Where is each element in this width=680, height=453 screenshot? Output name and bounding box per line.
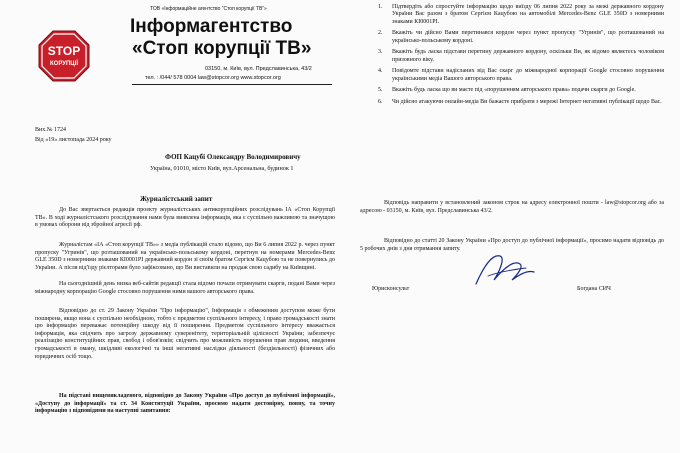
question-item (378, 4, 664, 26)
header-divider (132, 84, 332, 85)
agency-title-line2: «Стоп корупції ТВ» (132, 38, 312, 59)
agency-title-line1: Інформагентство (130, 16, 293, 37)
question-text: Вкажіть чи дійсно Вами перетинався кордон через пункт пропуску "Угринів", що розташований на українсько-польському кордоні. (392, 30, 664, 44)
signer-role: Юрисконсульт (372, 286, 410, 292)
question-number: 4. (378, 68, 383, 75)
question-text: Повідомте підстави надісланих від Вас скарг до міжнародної корпорації Google стосовно порушення українськими медіа Вашого авторського права. (392, 68, 664, 82)
question-item (378, 68, 664, 83)
question-number: 5. (378, 87, 383, 94)
outgoing-date: Від «19» листопада 2024 року (35, 137, 112, 143)
question-item (378, 87, 664, 94)
outgoing-number: Вих.№ 1724 (35, 127, 66, 133)
question-item (378, 99, 664, 106)
request-paragraph-text: На підставі вищевикладеного, відповідно до Закону України «Про доступ до публічної інформації», «Доступу до інформації» та ст. 34 Конституції України, просимо надати достовірну, повну, та точну інформацію з відповідями на наступні запитання: (35, 393, 335, 415)
question-number: 3. (378, 49, 383, 56)
body-paragraph (35, 308, 335, 361)
handwritten-signature (470, 246, 540, 292)
body-paragraph-text: Журналістам «ІА «Стоп корупції ТВ»» з медіа публікацій стало відомо, що Ви 6 липня 2022 р. через пункт пропуску "Угринів", що розташований на українсько-польському кордоні, перетнув на номерами Mercedes-Benz GLE 350D з номерними знаками КІ0001РІ державний кордон зі своїм братом Сергієм Кацубою та не повернулись до України. А після від'їзду рієлторами було зафіксовано, що Ви виставили на продаж свою садибу на Київщині. (35, 242, 335, 271)
question-item (378, 30, 664, 45)
request-paragraph (35, 393, 335, 416)
question-text: Чи дійсно атакуючи онлайн-медіа Ви бажаєте прибрати з мережі Інтернет негативні публікації щодо Вас. (392, 99, 662, 105)
question-item (378, 49, 664, 64)
body-paragraph (35, 281, 335, 296)
deadline-paragraph-text: Відповідно до статті 20 Закону України «Про доступ до публічної інформації», просимо надати відповідь до 5 робочих днів з дня отримання запиту. (360, 238, 664, 252)
agency-address: 03150, м. Київ, вул. Предславинська, 43/2 (205, 66, 312, 72)
body-paragraph (35, 242, 335, 272)
body-paragraph (35, 207, 335, 230)
recipient-name: ФОП Кацубі Олександру Володимировичу (165, 153, 301, 161)
recipient-address: Україна, 01010, місто Київ, вул.Арсенальна, будинок 1 (150, 165, 294, 172)
stop-corruption-logo (38, 30, 90, 82)
question-number: 6. (378, 99, 383, 105)
reply-instructions (360, 200, 664, 215)
question-text: Вкажіть будь ласка що ви маєте під «порушенням авторського права» подачи скарги до Google. (392, 87, 636, 94)
body-paragraph-text: Відповідно до ст. 29 Закону України "Про інформацію", Інформація з обмеженим доступом може бути поширена, якщо вона є суспільно необхідною, тобто є предметом суспільного інтересу, і право громадськості знати цю інформацію переважає потенційну шкоду від її поширення. Предметом суспільного інтересу вважається інформація, яка свідчить про загрозу державному суверенітету, територіальній цілісності України; забезпечує реалізацію конституційних прав, свобод і обов'язків; свідчить про можливість порушення прав людини, введення громадськості в оману, шкідливі екологічні та інші негативні наслідки діяльності (бездіяльності) фізичних або юридичних осіб тощо. (35, 308, 335, 360)
document-heading: Журналістський запит (140, 195, 213, 203)
questions-list (378, 4, 664, 111)
question-text: Підтвердіть або спростуйте інформацію щодо виїзду 06 липня 2022 року за межі державного кордону України Вас разом з братом Сергієм Кацубою на автомобілі Mercedes-Benz GLE 350D з номерними знаками КІ0001РІ. (392, 4, 664, 25)
question-text: Вкажіть будь ласка підстави перетину державного кордону, оскільки Ви, як відомо являєтесь чоловіком призовного віку. (392, 49, 664, 63)
body-paragraph-text: До Вас звертається редакція проекту журналістських антикорупційних розслідувань ІА «Стоп Корупції ТВ». В ході журналістського розслідування нами була виявлена інформація, яка є суспільно важливою та значущою в умовах оборони від збройної агресії рф. (35, 207, 335, 229)
logo-word-stop: STOP (47, 44, 81, 58)
agency-contacts: тел. : /044/ 578 0004 law@stopcor.org www.stopcor.org (145, 75, 281, 81)
body-paragraph-text: На сьогоднішній день низка веб-сайтів редакції стала відомо почали отримувати скарги, подані Вами через міжнародну корпорацію Google стосовно порушення ними вашого авторського права. (35, 281, 335, 295)
logo-word-corruption: КОРУПЦІЇ (49, 61, 79, 67)
signer-name: Богдана СИЧ (577, 286, 611, 292)
question-number: 2. (378, 30, 383, 37)
question-number: 1. (378, 4, 383, 10)
reply-instructions-text: Відповідь направити у встановлений законом строк на адресу електронної пошти - law@stopcor.org або за адресою - 03150, м. Київ, вул. Предславинська 43/2. (360, 200, 664, 214)
company-kicker: ТОВ «Інформаційне агентство “Стоп корупції ТВ”» (150, 6, 267, 12)
